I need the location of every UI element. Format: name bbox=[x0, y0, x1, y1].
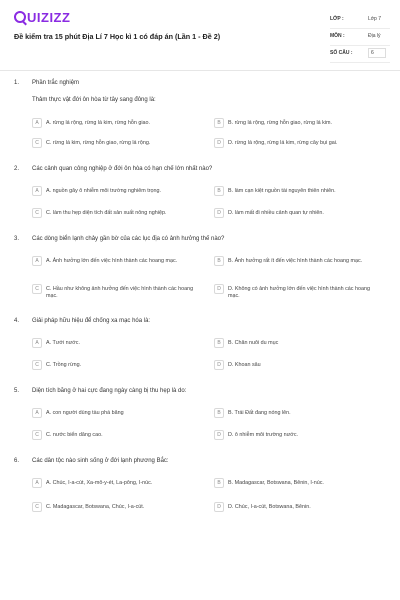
option-letter-box[interactable]: D bbox=[214, 138, 224, 148]
option-letter-box[interactable]: B bbox=[214, 408, 224, 418]
option-text: A. nguồn gây ô nhiễm môi trường nghiêm trọng. bbox=[46, 188, 162, 194]
document-title: Đề kiểm tra 15 phút Địa Lí 7 Học kì 1 có đáp án (Lần 1 - Đề 2) bbox=[14, 32, 221, 41]
meta-class-value: Lớp 7 bbox=[368, 16, 382, 22]
option-text: D. Khoan sâu bbox=[228, 362, 261, 368]
question-number: 4. bbox=[14, 318, 20, 324]
option-text: D. rừng lá rộng, rừng lá kim, rừng cây bụi gai. bbox=[228, 140, 338, 146]
question-text: Các dân tộc nào sinh sống ở đới lạnh phương Bắc: bbox=[32, 458, 169, 464]
section-header: Phần trắc nghiệm bbox=[32, 80, 80, 86]
option-text: D. ô nhiễm môi trường nước. bbox=[228, 432, 299, 438]
meta-panel bbox=[330, 12, 390, 63]
option-letter-box[interactable]: D bbox=[214, 502, 224, 512]
option-text: D. Chúc, I-a-cút, Botswana, Bênin. bbox=[228, 504, 311, 510]
option-letter-box[interactable]: D bbox=[214, 360, 224, 370]
question-number: 5. bbox=[14, 388, 20, 394]
option-text: B. làm cạn kiệt nguồn tài nguyên thiên nhiên. bbox=[228, 188, 336, 194]
quizizz-logo: UIZIZZ bbox=[14, 10, 70, 25]
option-text: C. Trồng rừng. bbox=[46, 362, 82, 368]
option-letter-box[interactable]: B bbox=[214, 478, 224, 488]
option-text: A. Ảnh hưởng lớn đến việc hình thành các hoang mạc. bbox=[46, 258, 178, 264]
option-letter-box[interactable]: C bbox=[32, 284, 42, 294]
logo-q-icon bbox=[14, 11, 26, 23]
option-letter-box[interactable]: D bbox=[214, 284, 224, 294]
option-letter-box[interactable]: D bbox=[214, 208, 224, 218]
meta-subject-value: Địa lý bbox=[368, 33, 381, 39]
worksheet-header bbox=[0, 0, 400, 71]
option-text: C. nước biển dâng cao. bbox=[46, 432, 103, 438]
question-number: 3. bbox=[14, 236, 20, 242]
option-letter-box[interactable]: A bbox=[32, 118, 42, 128]
option-letter-box[interactable]: A bbox=[32, 408, 42, 418]
meta-subject-label: MÔN : bbox=[330, 33, 345, 39]
meta-class-label: LỚP : bbox=[330, 16, 344, 22]
meta-count-row bbox=[330, 46, 390, 63]
meta-subject-row bbox=[330, 29, 390, 46]
option-text: C. rừng lá kim, rừng hỗn giao, rừng lá rộng. bbox=[46, 140, 151, 146]
option-letter-box[interactable]: B bbox=[214, 338, 224, 348]
question-text: Các cảnh quan công nghiệp ở đới ôn hòa có hạn chế lớn nhất nào? bbox=[32, 166, 213, 172]
option-letter-box[interactable]: A bbox=[32, 478, 42, 488]
meta-count-label: SỐ CÂU : bbox=[330, 50, 353, 56]
option-text: D. Không có ảnh hưởng lớn đến việc hình thành các hoang mạc. bbox=[228, 286, 370, 299]
option-letter-box[interactable]: B bbox=[214, 256, 224, 266]
option-text: A. Tưới nước. bbox=[46, 340, 80, 346]
option-text: B. Madagascar, Botswana, Bênin, I-núc. bbox=[228, 480, 324, 486]
option-letter-box[interactable]: A bbox=[32, 256, 42, 266]
option-text: A. Chúc, I-a-cút, Xa-mô-y-ét, La-pông, I-núc. bbox=[46, 480, 153, 486]
option-letter-box[interactable]: C bbox=[32, 138, 42, 148]
option-letter-box[interactable]: A bbox=[32, 338, 42, 348]
option-letter-box[interactable]: C bbox=[32, 430, 42, 440]
option-text: A. rừng lá rộng, rừng lá kim, rừng hỗn giao. bbox=[46, 120, 151, 126]
question-text: Thảm thực vật đới ôn hòa từ tây sang đông là: bbox=[32, 97, 156, 103]
option-letter-box[interactable]: C bbox=[32, 360, 42, 370]
option-letter-box[interactable]: B bbox=[214, 118, 224, 128]
question-number: 2. bbox=[14, 166, 20, 172]
meta-count-value: 6 bbox=[368, 48, 386, 58]
option-text: D. làm mất đi nhiều cảnh quan tự nhiên. bbox=[228, 210, 324, 216]
meta-class-row bbox=[330, 12, 390, 29]
option-letter-box[interactable]: D bbox=[214, 430, 224, 440]
option-text: A. con người dùng tàu phá băng bbox=[46, 410, 124, 416]
option-letter-box[interactable]: B bbox=[214, 186, 224, 196]
option-text: C. Madagascar, Botswana, Chúc, I-a-cút. bbox=[46, 504, 145, 510]
option-letter-box[interactable]: A bbox=[32, 186, 42, 196]
question-number: 6. bbox=[14, 458, 20, 464]
question-text: Giải pháp hữu hiệu để chống xa mạc hóa là: bbox=[32, 318, 151, 324]
option-text: B. Trái Đất đang nóng lên. bbox=[228, 410, 291, 416]
option-text: C. làm thu hẹp diện tích đất sản xuất nông nghiệp. bbox=[46, 210, 167, 216]
option-text: B. Chăn nuôi du mục bbox=[228, 340, 279, 346]
question-text: Các dòng biển lạnh chảy gần bờ của các lục địa có ảnh hưởng thế nào? bbox=[32, 236, 225, 242]
question-number: 1. bbox=[14, 80, 20, 86]
question-text: Diện tích băng ở hai cực đang ngày càng bị thu hẹp là do: bbox=[32, 388, 187, 394]
option-text: B. Ảnh hưởng rất ít đến việc hình thành các hoang mạc. bbox=[228, 258, 363, 264]
option-text: C. Hầu như không ảnh hưởng đến việc hình thành các hoang mạc. bbox=[46, 286, 194, 299]
option-text: B. rừng lá rộng, rừng hỗn giao, rừng lá kim. bbox=[228, 120, 333, 126]
option-letter-box[interactable]: C bbox=[32, 208, 42, 218]
option-letter-box[interactable]: C bbox=[32, 502, 42, 512]
